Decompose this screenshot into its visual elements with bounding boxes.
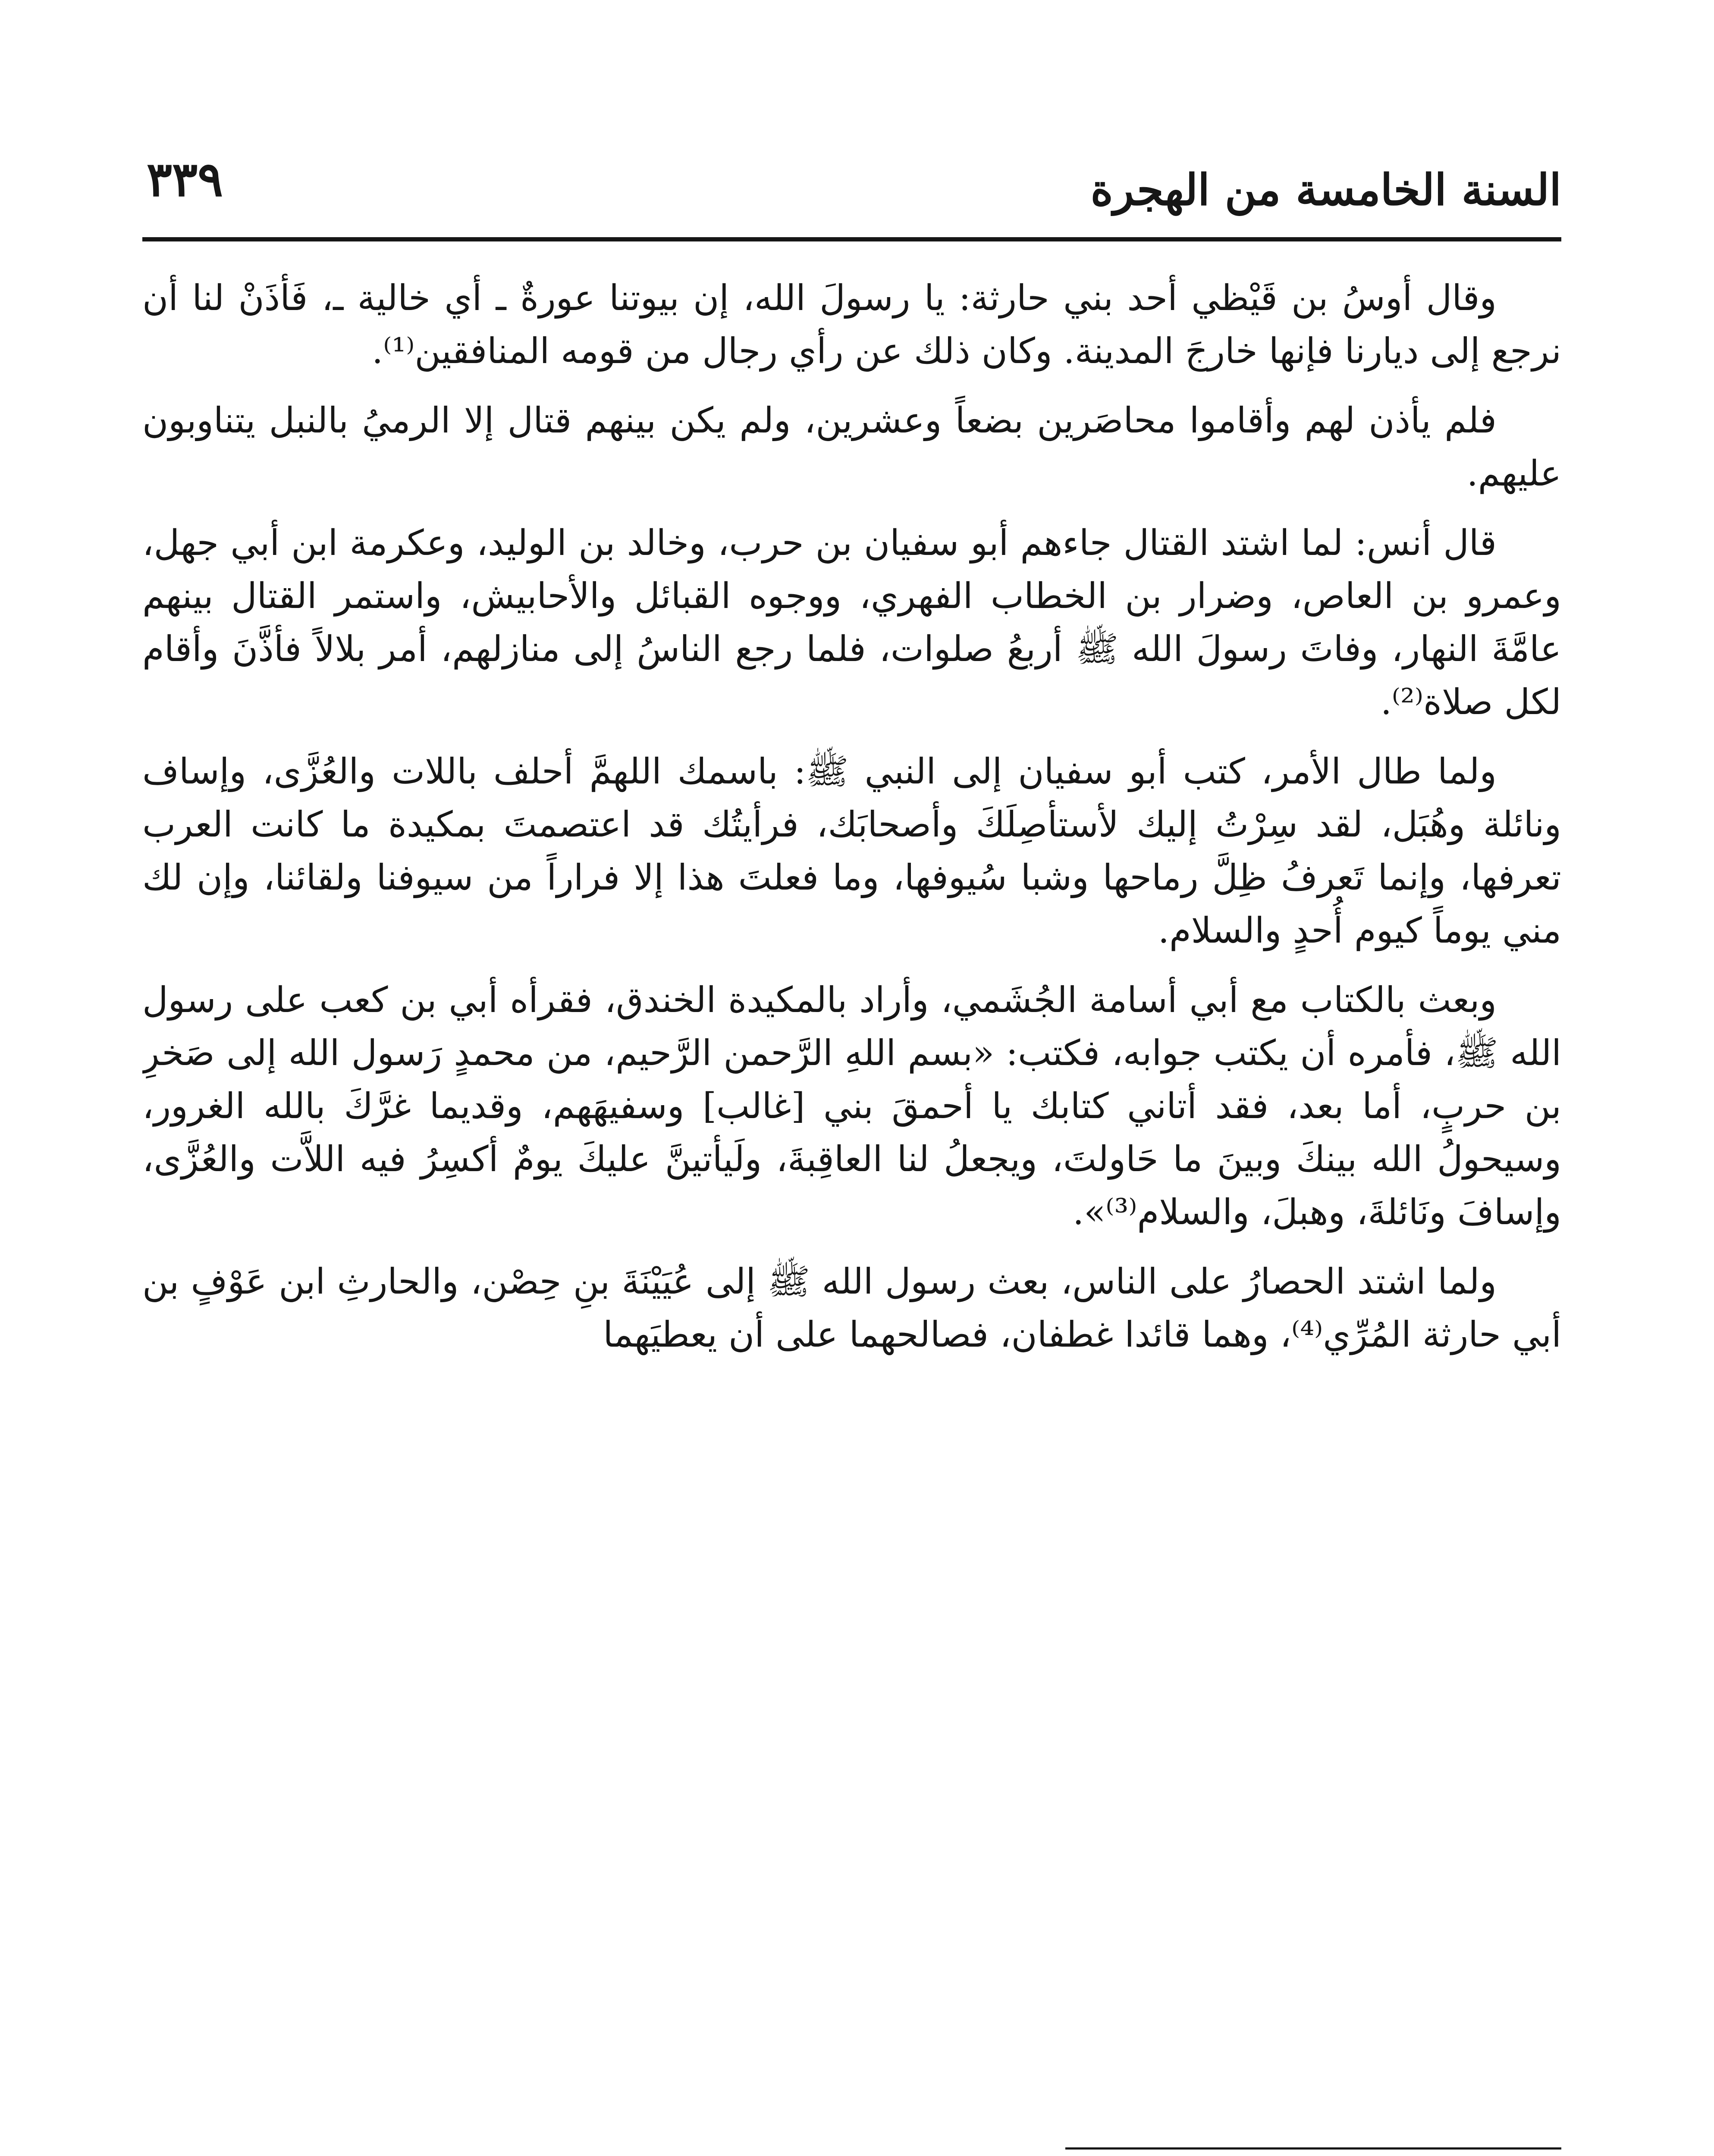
paragraph: ولما اشتد الحصارُ على الناس، بعث رسول الله ﷺ إلى عُيَيْنَةَ بنِ حِصْن، والحارثِ ابن عَوْفٍ بن أبي حارثة المُرِّي⁽⁴⁾، وهما قائدا غطفان، فصالحهما على أن يعطيَهما (142, 1261, 1561, 1355)
paragraph: فلم يأذن لهم وأقاموا محاصَرين بضعاً وعشرين، ولم يكن بينهم قتال إلا الرميُ بالنبل يتناوبون عليهم. (142, 400, 1561, 494)
paragraph: وقال أوسُ بن قَيْظي أحد بني حارثة: يا رسولَ الله، إن بيوتنا عورةٌ ـ أي خالية ـ، فَأْذَنْ لنا أن نرجع إلى ديارنا فإنها خارجَ المدينة. وكان ذلك عن رأي رجال من قومه المنافقين⁽¹⁾. (142, 278, 1561, 372)
main-text (142, 272, 1561, 2104)
footnote-divider (1065, 2147, 1561, 2150)
book-page (142, 142, 1561, 2156)
page-header (142, 142, 1561, 229)
running-title: السنة الخامسة من الهجرة (1090, 164, 1561, 215)
paragraph: وبعث بالكتاب مع أبي أسامة الجُشَمي، وأراد بالمكيدة الخندق، فقرأه أبي بن كعب على رسول الله ﷺ، فأمره أن يكتب جوابه، فكتب: «بسم اللهِ الرَّحمن الرَّحيم، من محمدٍ رَسول الله إلى صَخرِ بن حربٍ، أما بعد، فقد أتاني كتابك يا أحمقَ بني [غالب] وسفيهَهم، وقديما غرَّكَ بالله الغرور، وسيحولُ الله بينكَ وبينَ ما حَاولتَ، ويجعلُ لنا العاقِبةَ، ولَيأتينَّ عليكَ يومٌ أكسِرُ فيه اللاَّت والعُزَّى، وإسافَ ونَائلةَ، وهبلَ، والسلام⁽³⁾». (142, 980, 1561, 1233)
page-number: ٣٣٩ (147, 151, 223, 207)
paragraph: قال أنس: لما اشتد القتال جاءهم أبو سفيان بن حرب، وخالد بن الوليد، وعكرمة ابن أبي جهل، وعمرو بن العاص، وضرار بن الخطاب الفهري، ووجوه القبائل والأحابيش، واستمر القتال بينهم عامَّةَ النهار، وفاتَ رسولَ الله ﷺ أربعُ صلوات، فلما رجع الناسُ إلى منازلهم، أمر بلالاً فأذَّنَ وأقام لكل صلاة⁽²⁾. (142, 523, 1561, 723)
paragraph: ولما طال الأمر، كتب أبو سفيان إلى النبي ﷺ: باسمك اللهمَّ أحلف باللات والعُزَّى، وإساف ونائلة وهُبَل، لقد سِرْتُ إليك لأستأصِلَكَ وأصحابَك، فرأيتُك قد اعتصمتَ بمكيدة ما كانت العرب تعرفها، وإنما تَعرفُ ظِلَّ رماحها وشبا سُيوفها، وما فعلتَ هذا إلا فراراً من سيوفنا ولقائنا، وإن لك مني يوماً كيوم أُحدٍ والسلام. (142, 751, 1561, 951)
header-divider (142, 237, 1561, 241)
